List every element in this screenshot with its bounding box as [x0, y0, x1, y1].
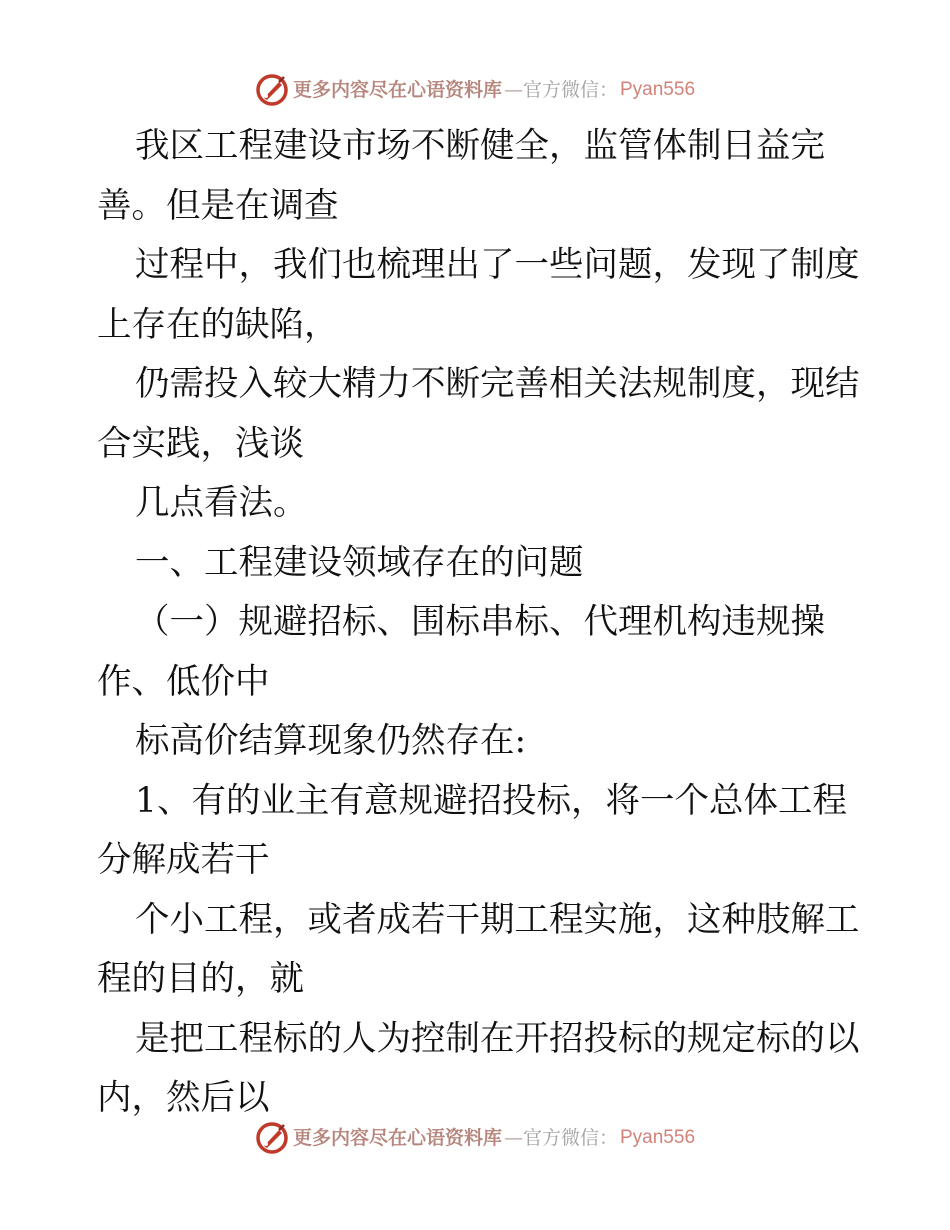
watermark-wechat-label: 官方微信： — [522, 79, 618, 101]
body-line: 分解成若干 — [97, 840, 270, 880]
watermark-handle: Pyan556 — [620, 79, 696, 100]
body-line: 1、有的业主有意规避招投标，将一个总体工程 — [135, 780, 847, 821]
body-line: 标高价结算现象仍然存在: — [135, 721, 527, 761]
body-line: 内，然后以 — [97, 1078, 270, 1118]
watermark-handle: Pyan556 — [620, 1127, 696, 1148]
section-heading: 一、工程建设领域存在的问题 — [135, 542, 584, 583]
body-line: 仍需投入较大精力不断完善相关法规制度，现结 — [135, 364, 860, 404]
header-watermark — [0, 70, 950, 110]
body-line: 善。但是在调查 — [97, 185, 339, 226]
body-line: 我区工程建设市场不断健全，监管体制日益完 — [135, 126, 825, 166]
pen-seal-icon — [255, 73, 289, 107]
body-line: 是把工程标的人为控制在开招投标的规定标的以 — [135, 1018, 860, 1059]
document-body — [97, 117, 860, 1129]
pen-seal-icon — [255, 1121, 289, 1155]
watermark-main-text: 更多内容尽在心语资料库 — [292, 79, 502, 101]
subsection-heading: （一）规避招标、围标串标、代理机构违规操 — [135, 602, 825, 642]
body-line: 上存在的缺陷， — [97, 304, 339, 345]
body-line: 作、低价中 — [97, 661, 270, 702]
body-line: 合实践，浅谈 — [97, 423, 304, 464]
watermark-wechat-label: 官方微信： — [522, 1127, 618, 1149]
watermark-main-text: 更多内容尽在心语资料库 — [292, 1127, 502, 1149]
watermark-dash: — — [503, 1127, 521, 1149]
footer-watermark — [0, 1118, 950, 1158]
body-line: 过程中，我们也梳理出了一些问题，发现了制度 — [135, 245, 860, 285]
watermark-dash: — — [503, 79, 521, 101]
body-line: 程的目的，就 — [97, 959, 304, 999]
body-line: 几点看法。 — [135, 483, 308, 523]
body-line: 个小工程，或者成若干期工程实施，这种肢解工 — [135, 899, 860, 940]
